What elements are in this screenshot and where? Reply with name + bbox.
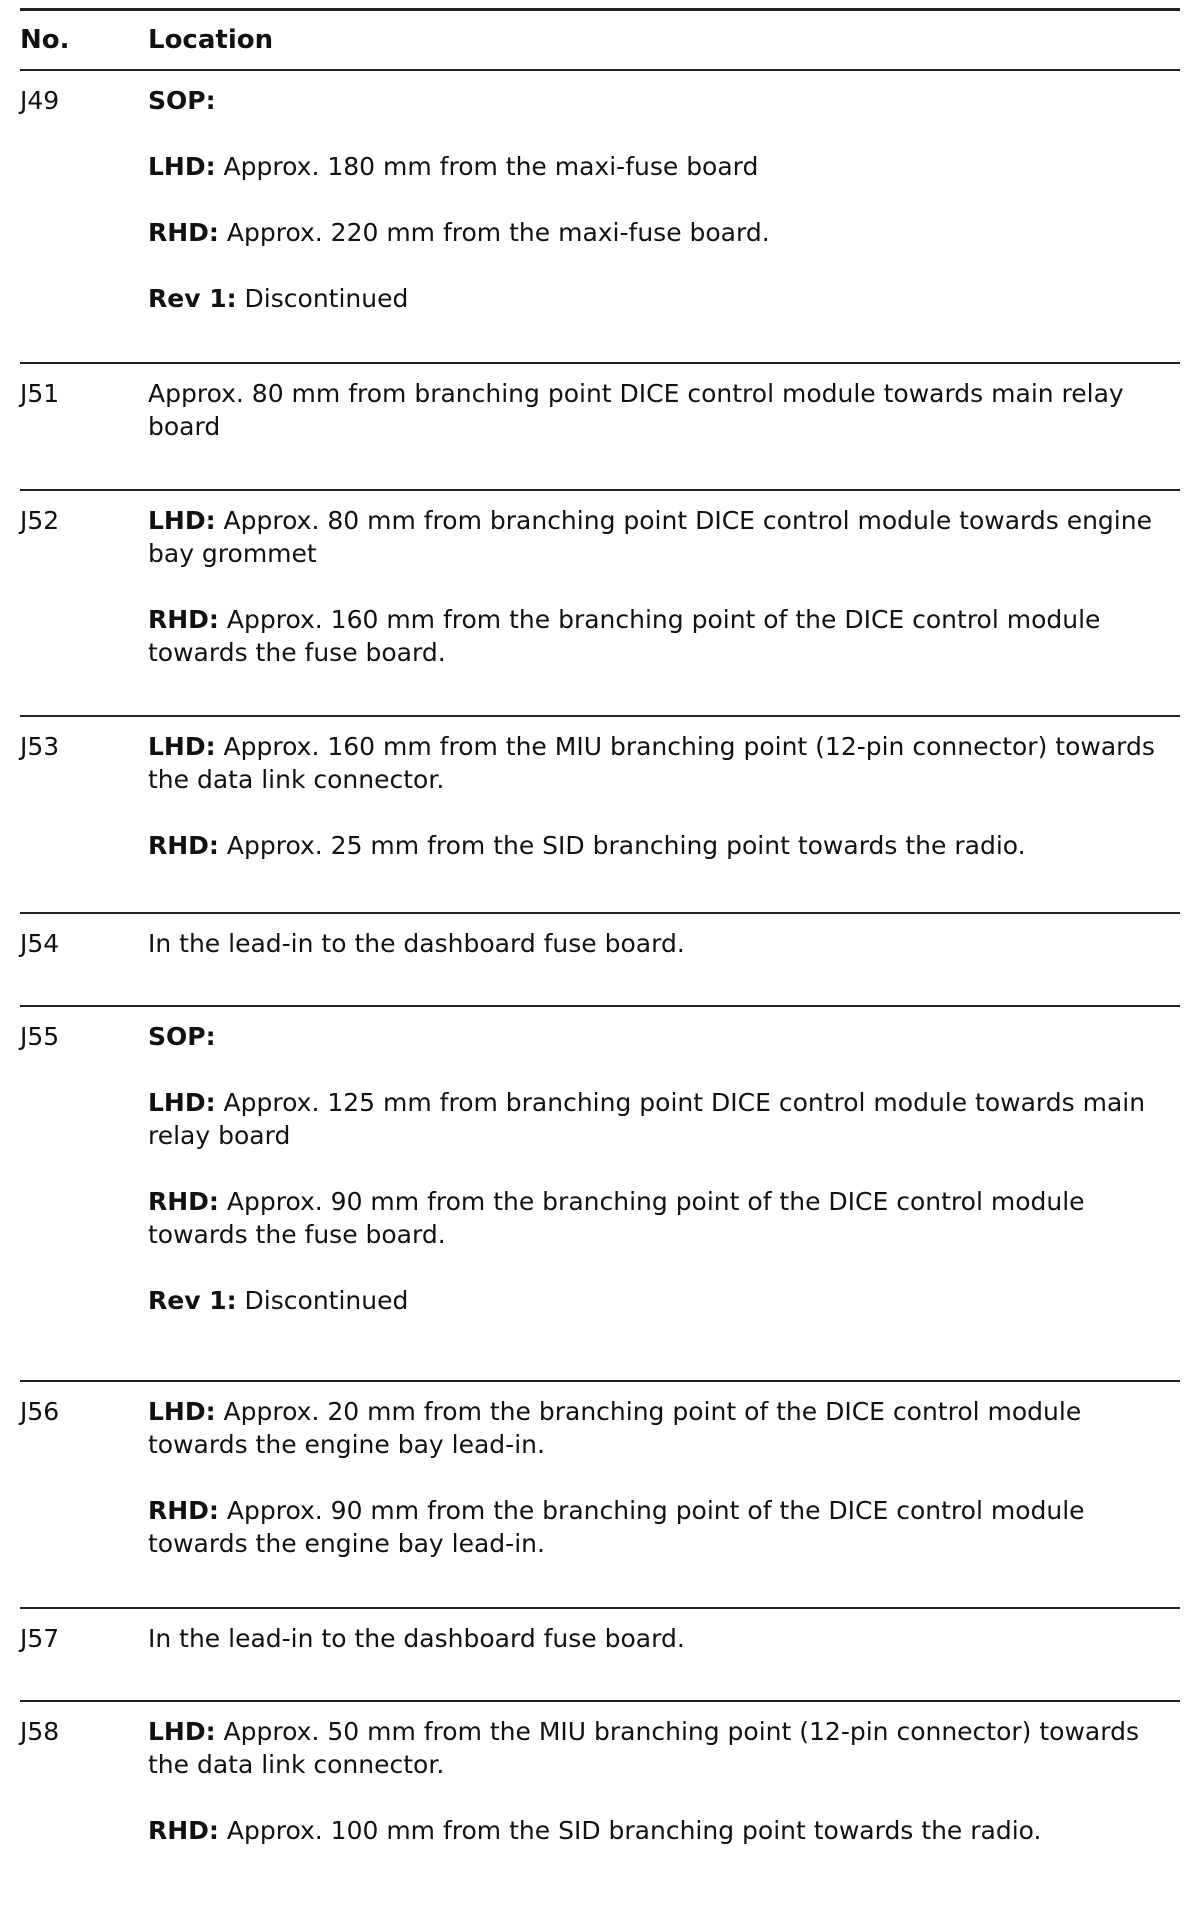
paragraph-text: Approx. 160 mm from the branching point of the DICE control module towards the fuse board. [148, 605, 1101, 667]
row-number: J58 [20, 1717, 60, 1746]
table-row [20, 717, 1180, 914]
location-paragraph [148, 1622, 1180, 1655]
table-row [20, 1382, 1180, 1609]
paragraph-label: RHD: [148, 831, 219, 860]
paragraph-label: LHD: [148, 732, 216, 761]
paragraph-text: Approx. 25 mm from the SID branching point towards the radio. [218, 831, 1026, 860]
location-paragraph [148, 216, 1180, 249]
location-paragraph [148, 1814, 1180, 1847]
table-row [20, 914, 1180, 1007]
row-number: J54 [20, 929, 60, 958]
paragraph-text: Discontinued [236, 1286, 409, 1315]
paragraph-text: Approx. 90 mm from the branching point of the DICE control module towards the engine bay lead-in. [148, 1496, 1085, 1558]
location-paragraph [148, 150, 1180, 183]
location-paragraph [148, 730, 1180, 796]
row-location [148, 914, 1180, 1005]
paragraph-label: LHD: [148, 1717, 216, 1746]
paragraph-label: SOP: [148, 1022, 216, 1051]
location-paragraph [148, 1284, 1180, 1317]
location-paragraph [148, 603, 1180, 669]
paragraph-text: Approx. 220 mm from the maxi-fuse board. [218, 218, 770, 247]
location-paragraph [148, 927, 1180, 960]
row-number: J55 [20, 1022, 60, 1051]
location-table [20, 8, 1180, 1887]
paragraph-label: LHD: [148, 506, 216, 535]
row-location [148, 491, 1180, 715]
paragraph-label: RHD: [148, 218, 219, 247]
row-number: J49 [20, 86, 60, 115]
paragraph-label: LHD: [148, 152, 216, 181]
paragraph-text: Approx. 90 mm from the branching point of the DICE control module towards the fuse board. [148, 1187, 1085, 1249]
table-header [20, 11, 1180, 71]
row-location [148, 1382, 1180, 1607]
location-paragraph [148, 84, 1180, 117]
location-paragraph [148, 1020, 1180, 1053]
row-location [148, 364, 1180, 489]
paragraph-label: Rev 1: [148, 1286, 237, 1315]
paragraph-label: LHD: [148, 1088, 216, 1117]
location-paragraph [148, 504, 1180, 570]
paragraph-text: Approx. 20 mm from the branching point of the DICE control module towards the engine bay lead-in. [148, 1397, 1082, 1459]
table-row [20, 1702, 1180, 1887]
location-paragraph [148, 1086, 1180, 1152]
location-paragraph [148, 1185, 1180, 1251]
row-number: J56 [20, 1397, 60, 1426]
row-number: J53 [20, 732, 60, 761]
table-row [20, 71, 1180, 364]
paragraph-text: Approx. 160 mm from the MIU branching point (12-pin connector) towards the data link connector. [148, 732, 1155, 794]
row-location [148, 1702, 1180, 1887]
table-row [20, 1007, 1180, 1382]
location-paragraph [148, 1395, 1180, 1461]
paragraph-label: LHD: [148, 1397, 216, 1426]
paragraph-text: Discontinued [236, 284, 409, 313]
row-number: J57 [20, 1624, 60, 1653]
paragraph-label: Rev 1: [148, 284, 237, 313]
row-location [148, 71, 1180, 362]
paragraph-text: Approx. 80 mm from branching point DICE control module towards main relay board [148, 379, 1124, 441]
row-number: J51 [20, 379, 60, 408]
paragraph-text: Approx. 180 mm from the maxi-fuse board [215, 152, 759, 181]
paragraph-text: Approx. 100 mm from the SID branching point towards the radio. [218, 1816, 1042, 1845]
paragraph-label: RHD: [148, 605, 219, 634]
row-location [148, 717, 1180, 912]
location-paragraph [148, 829, 1180, 862]
header-no: No. [20, 25, 70, 55]
paragraph-label: RHD: [148, 1187, 219, 1216]
location-paragraph [148, 282, 1180, 315]
table-row [20, 491, 1180, 717]
location-paragraph [148, 1715, 1180, 1781]
row-location [148, 1007, 1180, 1380]
paragraph-text: Approx. 50 mm from the MIU branching point (12-pin connector) towards the data link connector. [148, 1717, 1139, 1779]
row-number: J52 [20, 506, 60, 535]
row-location [148, 1609, 1180, 1700]
location-paragraph [148, 1494, 1180, 1560]
paragraph-label: RHD: [148, 1816, 219, 1845]
table-row [20, 1609, 1180, 1702]
paragraph-label: SOP: [148, 86, 216, 115]
paragraph-label: RHD: [148, 1496, 219, 1525]
paragraph-text: Approx. 125 mm from branching point DICE control module towards main relay board [148, 1088, 1146, 1150]
table-row [20, 364, 1180, 491]
paragraph-text: In the lead-in to the dashboard fuse board. [148, 929, 685, 958]
location-paragraph [148, 377, 1180, 443]
header-location: Location [148, 25, 274, 55]
paragraph-text: Approx. 80 mm from branching point DICE control module towards engine bay grommet [148, 506, 1152, 568]
paragraph-text: In the lead-in to the dashboard fuse board. [148, 1624, 685, 1653]
